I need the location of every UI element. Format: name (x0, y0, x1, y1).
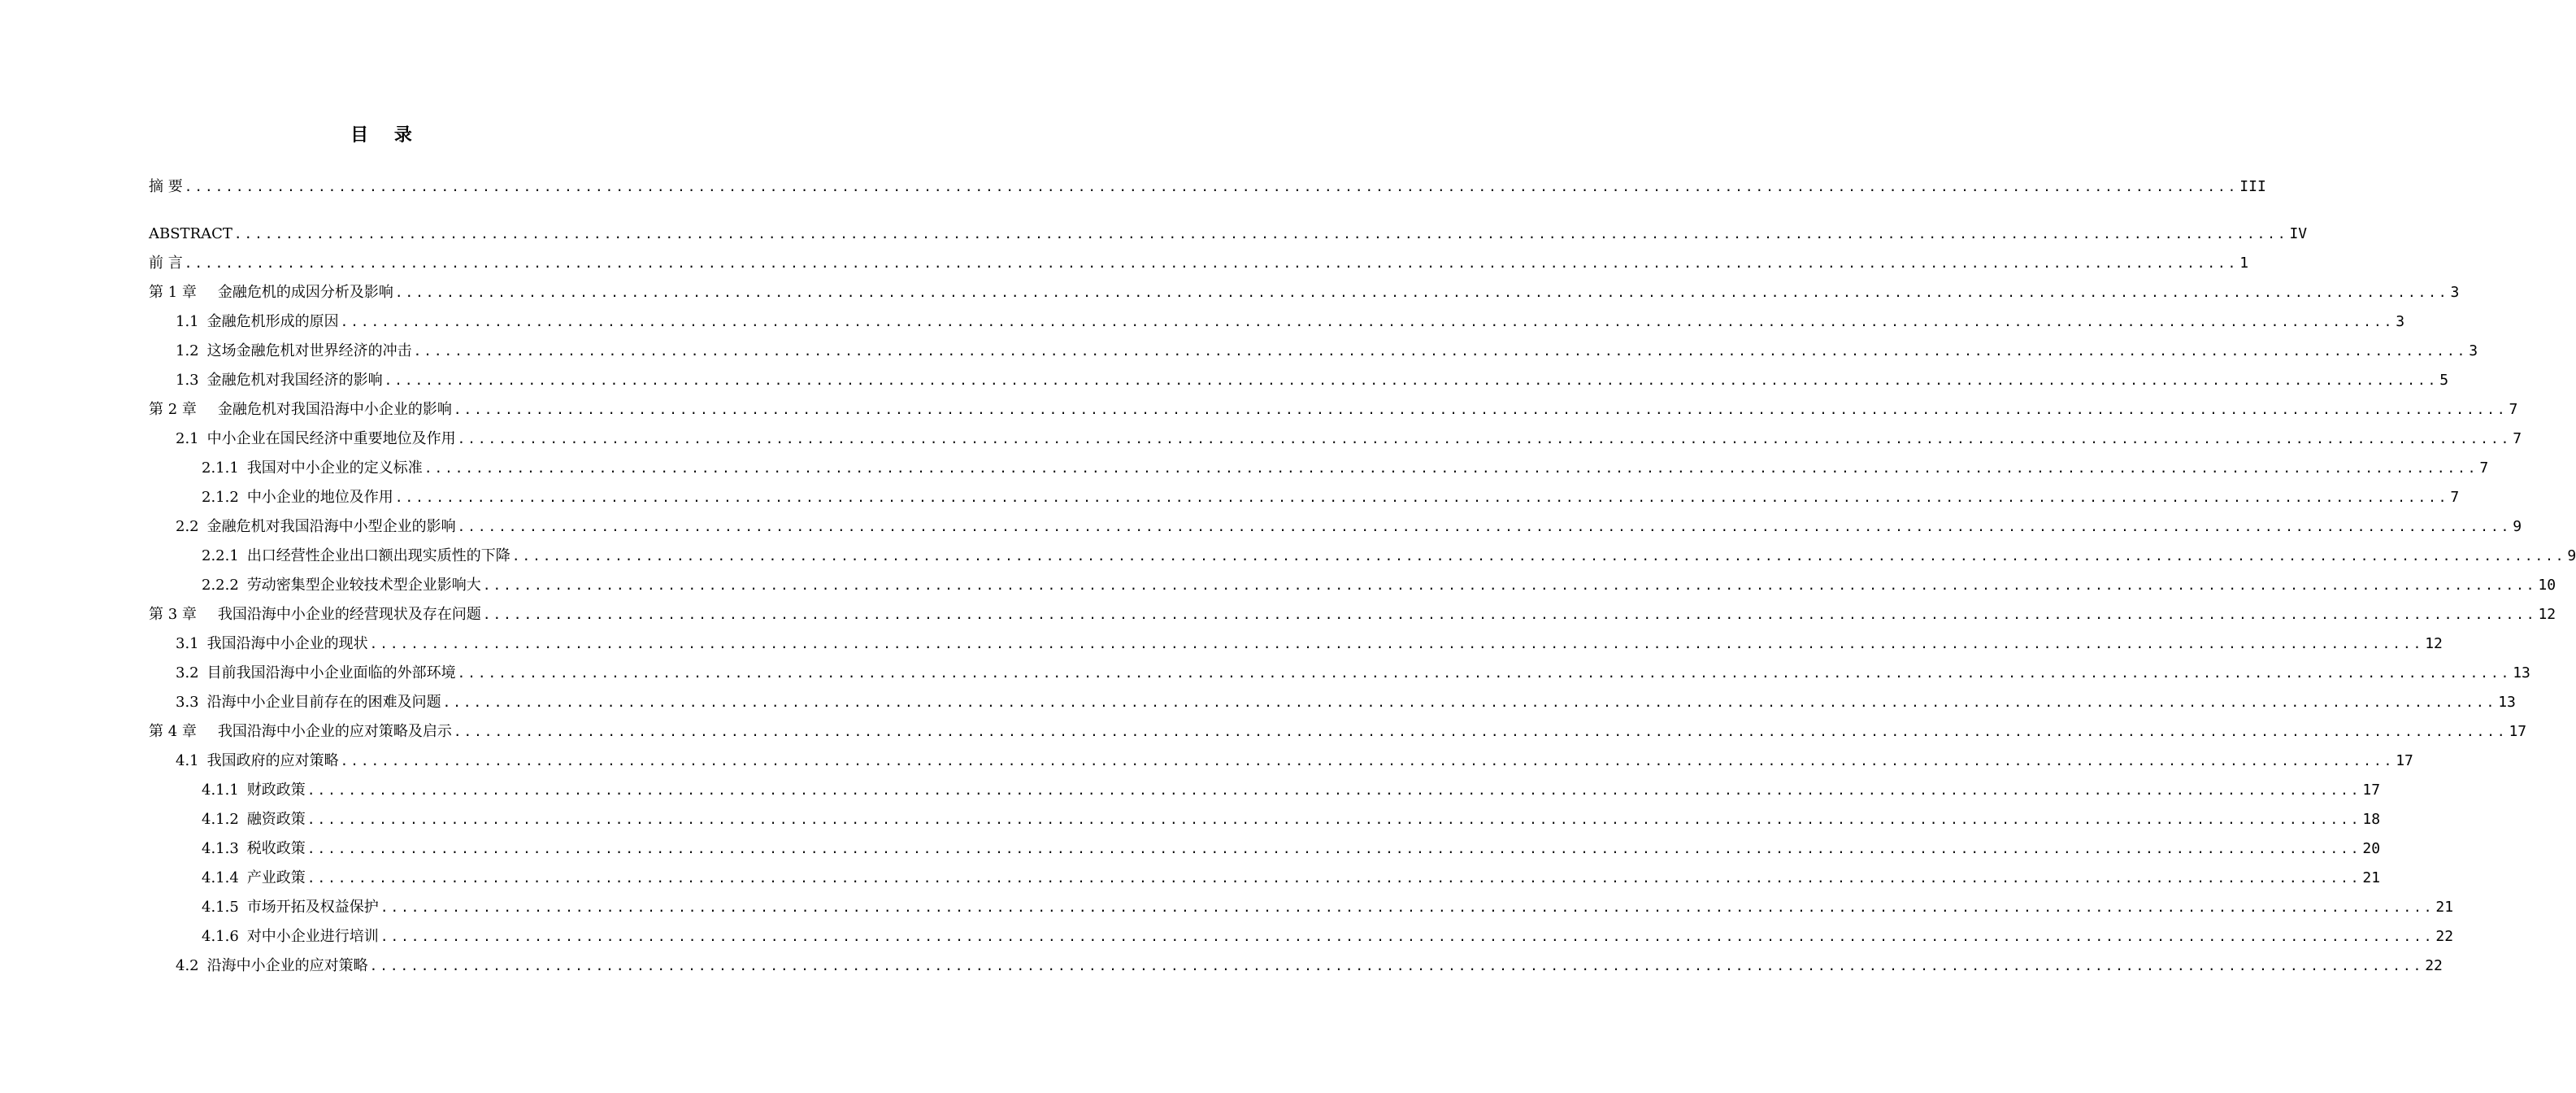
toc-entry-page-number: 3 (2396, 313, 2405, 330)
toc-entry-number: 4.1.1 (202, 782, 239, 799)
toc-entry-label: 市场开拓及权益保护 (246, 899, 379, 916)
toc-entry-number: 2.1.2 (202, 489, 239, 506)
toc-entry-label: 摘 要 (149, 178, 183, 195)
toc-entry-label: 金融危机形成的原因 (206, 313, 339, 330)
dot-leader: ........................................................................................................................................................................................................ (457, 519, 2512, 534)
toc-entry-label: 沿海中小企业目前存在的困难及问题 (206, 694, 441, 711)
dot-leader: ........................................................................................................................................................................................................ (394, 285, 2449, 300)
dot-leader: ........................................................................................................................................................................................................ (306, 841, 2361, 856)
toc-entry-label: 这场金融危机对世界经济的冲击 (206, 342, 412, 359)
toc-entry-number: 2.2.2 (202, 577, 239, 594)
toc-entry-number: 1.2 (176, 342, 199, 359)
toc-entry-number: 3.1 (176, 635, 199, 652)
dot-leader: ........................................................................................................................................................................................................ (306, 812, 2361, 827)
dot-leader: ........................................................................................................................................................................................................ (394, 490, 2449, 505)
toc-entry[interactable] (149, 659, 2530, 688)
dot-leader: ........................................................................................................................................................................................................ (184, 179, 2239, 194)
table-of-contents (149, 172, 2576, 981)
toc-entry-number: 4.1.5 (202, 899, 239, 916)
dot-leader: ........................................................................................................................................................................................................ (442, 695, 2497, 710)
toc-entry-page-number: 7 (2450, 489, 2460, 506)
toc-entry-number: 2.1 (176, 430, 199, 447)
dot-leader: ........................................................................................................................................................................................................ (380, 929, 2435, 944)
dot-leader: ........................................................................................................................................................................................................ (482, 607, 2537, 622)
toc-entry-number: 第 1 章 (149, 284, 197, 301)
toc-entry-label: 沿海中小企业的应对策略 (206, 957, 368, 974)
toc-entry-page-number: 9 (2567, 547, 2576, 564)
toc-entry-page-number: 17 (2362, 782, 2381, 799)
toc-entry[interactable] (149, 747, 2413, 776)
toc-entry[interactable] (149, 776, 2381, 805)
dot-leader: ........................................................................................................................................................................................................ (482, 577, 2537, 593)
toc-entry-label: ABSTRACT (149, 225, 232, 242)
toc-entry-page-number: 22 (2435, 928, 2454, 945)
toc-entry[interactable] (149, 366, 2449, 395)
toc-entry[interactable] (149, 220, 2308, 249)
dot-leader: ........................................................................................................................................................................................................ (453, 724, 2508, 739)
toc-entry[interactable] (149, 278, 2460, 307)
toc-entry-label: 目前我国沿海中小企业面临的外部环境 (206, 664, 456, 681)
toc-entry-number: 第 4 章 (149, 723, 197, 740)
toc-entry-label: 产业政策 (246, 869, 306, 886)
toc-entry-label: 我国对中小企业的定义标准 (246, 459, 423, 477)
toc-entry-number: 4.1 (176, 752, 199, 769)
toc-entry-page-number: 22 (2425, 957, 2443, 974)
toc-entry[interactable] (149, 600, 2556, 629)
toc-entry[interactable] (149, 337, 2478, 366)
toc-entry-number: 第 3 章 (149, 606, 197, 623)
toc-entry[interactable] (149, 395, 2518, 425)
toc-entry-label: 融资政策 (246, 811, 306, 828)
toc-entry-label: 我国沿海中小企业的现状 (206, 635, 368, 652)
toc-entry-label: 我国政府的应对策略 (206, 752, 339, 769)
toc-entry-page-number: 10 (2538, 577, 2556, 594)
toc-entry-label: 中小企业在国民经济中重要地位及作用 (206, 430, 456, 447)
toc-entry-label: 金融危机对我国经济的影响 (206, 372, 383, 389)
dot-leader: ........................................................................................................................................................................................................ (384, 372, 2439, 388)
toc-entry[interactable] (149, 717, 2527, 747)
toc-entry[interactable] (149, 864, 2381, 893)
toc-entry-label: 我国沿海中小企业的经营现状及存在问题 (217, 606, 481, 623)
dot-leader: ........................................................................................................................................................................................................ (306, 782, 2361, 798)
dot-leader: ........................................................................................................................................................................................................ (511, 548, 2566, 564)
toc-entry-page-number: 1 (2239, 255, 2249, 272)
dot-leader: ........................................................................................................................................................................................................ (233, 226, 2288, 242)
toc-entry-number: 3.3 (176, 694, 199, 711)
toc-entry[interactable] (149, 454, 2489, 483)
toc-entry-number: 4.1.4 (202, 869, 239, 886)
toc-entry-number: 4.1.2 (202, 811, 239, 828)
toc-entry-page-number: 3 (2450, 284, 2460, 301)
dot-leader: ........................................................................................................................................................................................................ (380, 899, 2435, 915)
toc-entry-number: 2.2 (176, 518, 199, 535)
toc-entry[interactable] (149, 834, 2381, 864)
toc-entry-number: 1.3 (176, 372, 199, 389)
toc-entry[interactable] (149, 922, 2454, 951)
toc-entry-label: 中小企业的地位及作用 (246, 489, 393, 506)
toc-entry[interactable] (149, 249, 2249, 278)
toc-entry-page-number: 13 (2513, 664, 2530, 681)
dot-leader: ........................................................................................................................................................................................................ (306, 870, 2361, 886)
toc-entry-page-number: IV (2289, 225, 2308, 242)
toc-entry[interactable] (149, 688, 2516, 717)
toc-entry-page-number: 18 (2362, 811, 2381, 828)
dot-leader: ........................................................................................................................................................................................................ (369, 636, 2424, 651)
toc-entry-page-number: 20 (2362, 840, 2381, 857)
toc-entry-label: 出口经营性企业出口额出现实质性的下降 (246, 547, 510, 564)
dot-leader: ........................................................................................................................................................................................................ (457, 665, 2512, 681)
toc-entry-number: 第 2 章 (149, 401, 197, 418)
toc-entry-page-number: 17 (2396, 752, 2413, 769)
toc-entry-number: 3.2 (176, 664, 199, 681)
toc-entry-page-number: 7 (2509, 401, 2518, 418)
toc-entry[interactable] (149, 307, 2405, 337)
toc-entry-page-number: 7 (2513, 430, 2522, 447)
toc-entry-page-number: 3 (2469, 342, 2478, 359)
toc-entry-page-number: 21 (2362, 869, 2381, 886)
toc-entry-page-number: 13 (2498, 694, 2516, 711)
dot-leader: ........................................................................................................................................................................................................ (453, 402, 2508, 417)
toc-entry[interactable] (149, 172, 2266, 202)
toc-entry-label: 我国沿海中小企业的应对策略及启示 (217, 723, 452, 740)
toc-entry-label: 劳动密集型企业较技术型企业影响大 (246, 577, 481, 594)
dot-leader: ........................................................................................................................................................................................................ (424, 460, 2478, 476)
toc-entry-number: 1.1 (176, 313, 199, 330)
toc-entry-page-number: 12 (2425, 635, 2443, 652)
toc-entry-number: 4.1.6 (202, 928, 239, 945)
toc-entry[interactable] (149, 893, 2454, 922)
toc-entry[interactable] (149, 483, 2460, 512)
toc-entry-label: 金融危机对我国沿海中小企业的影响 (217, 401, 452, 418)
toc-entry[interactable] (149, 571, 2556, 600)
toc-entry-number: 2.2.1 (202, 547, 239, 564)
toc-entry-number: 2.1.1 (202, 459, 239, 477)
toc-entry[interactable] (149, 512, 2522, 542)
dot-leader: ........................................................................................................................................................................................................ (413, 343, 2468, 359)
toc-entry-label: 金融危机的成因分析及影响 (217, 284, 393, 301)
toc-entry[interactable] (149, 542, 2576, 571)
page-title: 目 录 (350, 124, 422, 146)
toc-entry-page-number: 5 (2439, 372, 2449, 389)
toc-entry-page-number: 7 (2479, 459, 2489, 477)
toc-entry-label: 税收政策 (246, 840, 306, 857)
dot-leader: ........................................................................................................................................................................................................ (184, 255, 2239, 271)
toc-entry-page-number: 21 (2435, 899, 2454, 916)
toc-entry[interactable] (149, 951, 2443, 981)
toc-entry[interactable] (149, 425, 2522, 454)
dot-leader: ........................................................................................................................................................................................................ (457, 431, 2512, 446)
dot-leader: ........................................................................................................................................................................................................ (340, 753, 2395, 769)
toc-entry-page-number: 17 (2509, 723, 2527, 740)
dot-leader: ........................................................................................................................................................................................................ (340, 314, 2395, 329)
toc-entry-label: 对中小企业进行培训 (246, 928, 379, 945)
toc-entry-label: 前 言 (149, 255, 183, 272)
toc-entry-page-number: 9 (2513, 518, 2522, 535)
toc-entry-number: 4.2 (176, 957, 199, 974)
toc-entry-page-number: 12 (2538, 606, 2556, 623)
toc-entry-label: 金融危机对我国沿海中小型企业的影响 (206, 518, 456, 535)
toc-entry[interactable] (149, 805, 2381, 834)
toc-entry-label: 财政政策 (246, 782, 306, 799)
toc-entry-number: 4.1.3 (202, 840, 239, 857)
dot-leader: ........................................................................................................................................................................................................ (369, 958, 2424, 973)
toc-entry[interactable] (149, 629, 2443, 659)
toc-entry-page-number: III (2239, 178, 2266, 195)
